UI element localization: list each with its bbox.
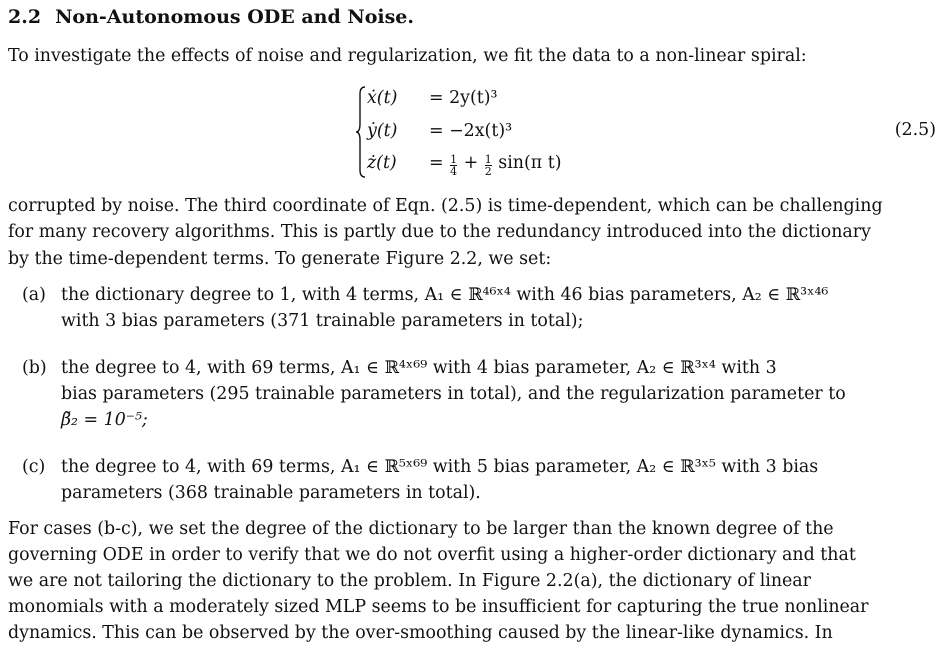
para2-line: governing ODE in order to verify that we do not overfit using a higher-order dictionary and that (8, 545, 856, 565)
item-c-line: the degree to 4, with 69 terms, A₁ ∈ ℝ⁵ˣ⁶⁹ with 5 bias parameter, A₂ ∈ ℝ³ˣ⁵ with 3 bias (61, 457, 819, 477)
item-a-line: the dictionary degree to 1, with 4 terms, A₁ ∈ ℝ⁴⁶ˣ⁴ with 46 bias parameters, A₂ ∈ ℝ³ˣ⁴⁶ (61, 285, 829, 305)
equation-row-z: ż(t) = $\frac{1}{4}$ + $\frac{1}{2}$ sin(π t) (367, 153, 562, 178)
item-b-line: bias parameters (295 trainable parameters in total), and the regularization parameter to (61, 384, 846, 404)
para2-line: dynamics. This can be observed by the over-smoothing caused by the linear-like dynamics. In (8, 623, 833, 643)
item-label-c: (c) (22, 457, 46, 477)
para1-line: corrupted by noise. The third coordinate of Eqn. (2.5) is time-dependent, which can be challenging (8, 196, 883, 216)
para1-line: by the time-dependent terms. To generate Figure 2.2, we set: (8, 249, 552, 269)
item-b-line: the degree to 4, with 69 terms, A₁ ∈ ℝ⁴ˣ⁶⁹ with 4 bias parameter, A₂ ∈ ℝ³ˣ⁴ with 3 (61, 358, 777, 378)
left-brace-icon (356, 86, 366, 178)
para2-line: For cases (b-c), we set the degree of the dictionary to be larger than the known degree of the (8, 519, 834, 539)
equation-row-x: ẋ(t) = 2y(t)³ (367, 88, 498, 108)
section-number: 2.2 (8, 6, 42, 28)
equation-row-y: ẏ(t) = −2x(t)³ (367, 121, 513, 141)
para1-line: for many recovery algorithms. This is partly due to the redundancy introduced into the dictionary (8, 222, 871, 242)
item-b-line: β̃₂ = 10⁻⁵; (61, 410, 148, 430)
equation-number: (2.5) (894, 120, 936, 140)
fraction-one-half: $\frac{1}{2}$ (484, 153, 492, 178)
item-label-a: (a) (22, 285, 46, 305)
fraction-one-quarter: $\frac{1}{4}$ (450, 153, 458, 178)
section-heading (8, 6, 414, 28)
item-label-b: (b) (22, 358, 47, 378)
item-c-line: parameters (368 trainable parameters in total). (61, 483, 481, 503)
para2-line: we are not tailoring the dictionary to the problem. In Figure 2.2(a), the dictionary of linear (8, 571, 811, 591)
section-title: Non-Autonomous ODE and Noise. (55, 6, 415, 28)
item-a-line: with 3 bias parameters (371 trainable parameters in total); (61, 311, 584, 331)
para2-line: monomials with a moderately sized MLP seems to be insufficient for capturing the true nonlinear (8, 597, 869, 617)
intro-text: To investigate the effects of noise and regularization, we fit the data to a non-linear spiral: (8, 46, 807, 66)
